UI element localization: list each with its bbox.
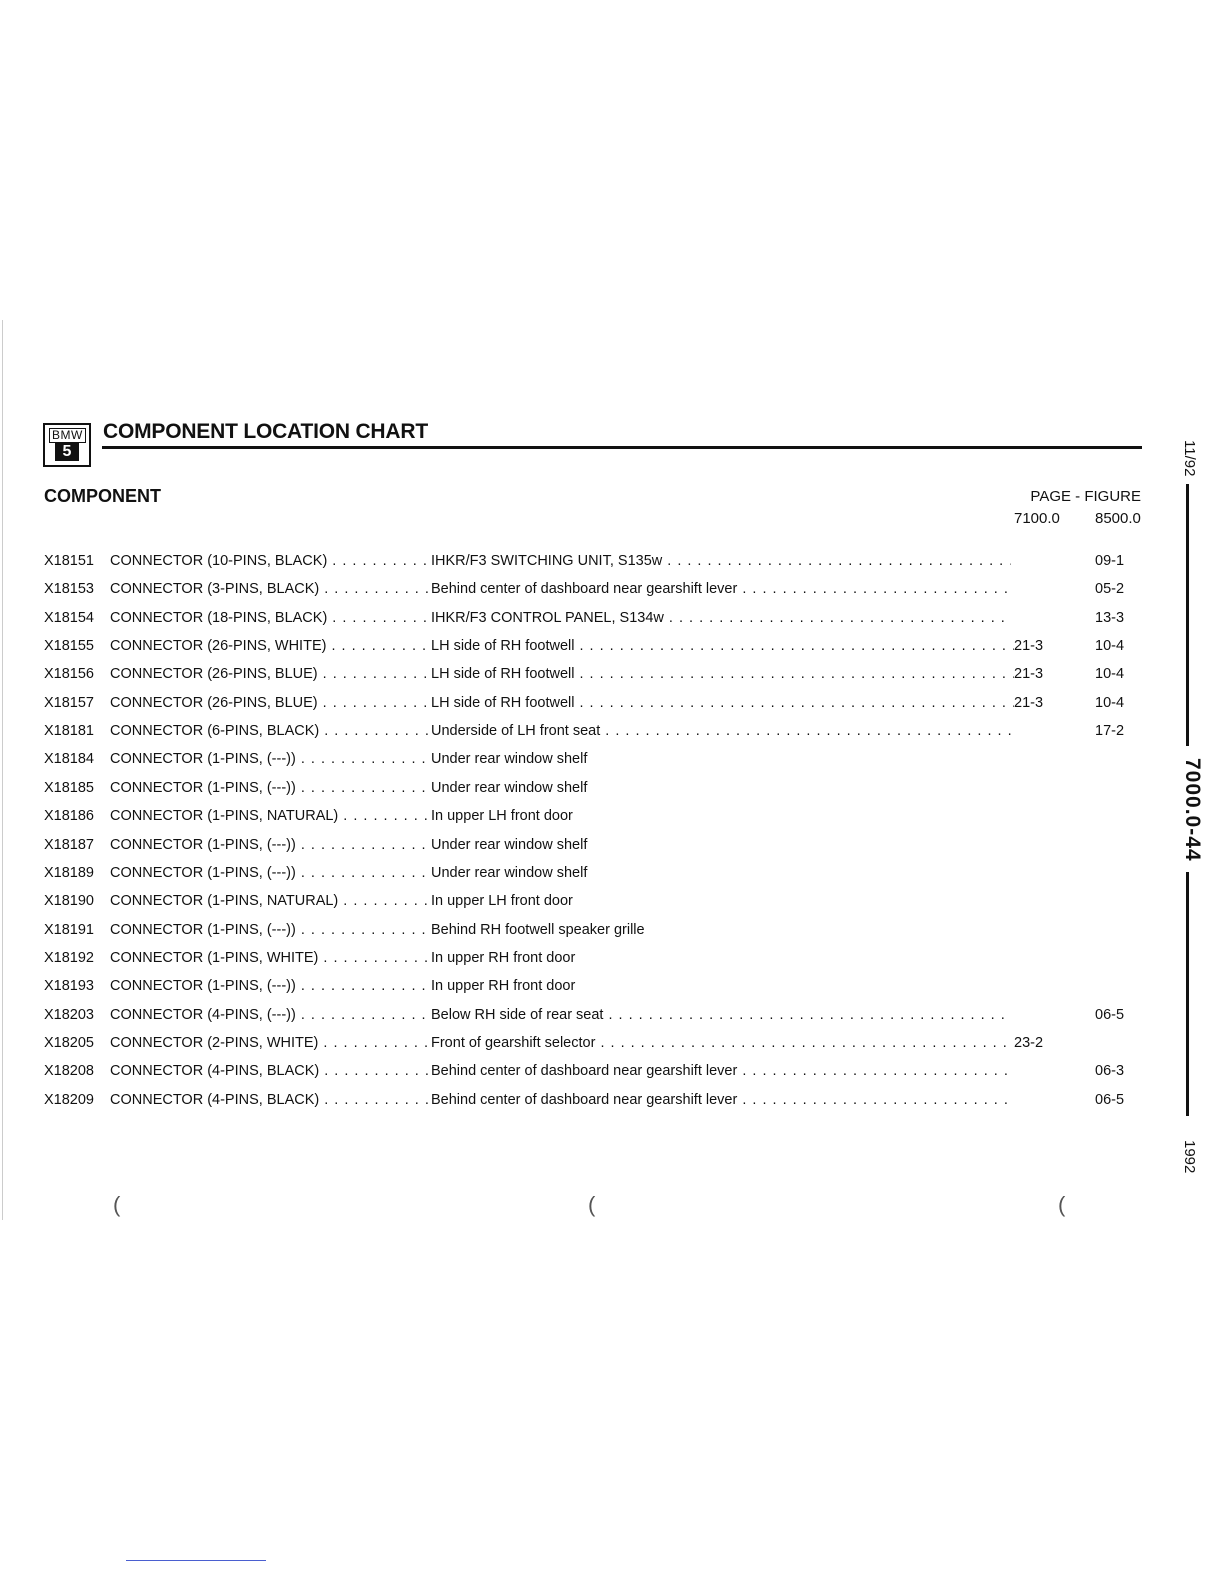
row-figure: 05-2 xyxy=(1095,581,1125,598)
row-location: Under rear window shelf xyxy=(431,864,588,881)
row-id: X18209 xyxy=(44,1091,94,1108)
row-location: Below RH side of rear seat . . . xyxy=(431,1006,1011,1024)
page-ref-header: 7100.0 xyxy=(1014,510,1060,527)
table-row xyxy=(0,637,1224,665)
logo-brand: BMW xyxy=(49,428,86,443)
figure-ref-header: 8500.0 xyxy=(1095,510,1141,527)
row-location: Under rear window shelf xyxy=(431,751,588,768)
row-location: In upper LH front door xyxy=(431,893,573,910)
component-column-header: COMPONENT xyxy=(44,486,161,506)
row-location: In upper LH front door xyxy=(431,808,573,825)
table-row xyxy=(0,836,1224,864)
row-location: LH side of RH footwell . . . xyxy=(431,665,1014,683)
row-component: CONNECTOR (2-PINS, WHITE) . . . xyxy=(110,1034,428,1052)
table-row xyxy=(0,779,1224,807)
punch-mark-left: ( xyxy=(113,1192,121,1217)
side-doc-code: 7000.0-44 xyxy=(1181,758,1204,862)
row-id: X18155 xyxy=(44,638,94,655)
row-location: LH side of RH footwell . . . xyxy=(431,637,1014,655)
table-row xyxy=(0,807,1224,835)
row-id: X18191 xyxy=(44,921,94,938)
row-component: CONNECTOR (1-PINS, (---)) . . . xyxy=(110,977,428,995)
row-component: CONNECTOR (1-PINS, NATURAL) . . . xyxy=(110,892,428,910)
row-id: X18153 xyxy=(44,581,94,598)
row-component: CONNECTOR (6-PINS, BLACK) . . . xyxy=(110,722,428,740)
row-id: X18203 xyxy=(44,1006,94,1023)
side-date: 11/92 xyxy=(1181,440,1198,477)
row-location: Under rear window shelf xyxy=(431,836,588,853)
row-id: X18181 xyxy=(44,723,94,740)
row-figure: 13-3 xyxy=(1095,609,1125,626)
row-component: CONNECTOR (26-PINS, WHITE) . . . xyxy=(110,637,428,655)
row-id: X18190 xyxy=(44,893,94,910)
logo-series: 5 xyxy=(55,443,79,461)
row-location: Underside of LH front seat . . . xyxy=(431,722,1011,740)
row-component: CONNECTOR (4-PINS, BLACK) . . . xyxy=(110,1062,428,1080)
row-component: CONNECTOR (1-PINS, (---)) . . . xyxy=(110,750,428,768)
table-row xyxy=(0,892,1224,920)
row-component: CONNECTOR (1-PINS, NATURAL) . . . xyxy=(110,807,428,825)
row-location: Behind RH footwell speaker grille xyxy=(431,921,645,938)
title-rule xyxy=(102,446,1142,449)
row-location: Behind center of dashboard near gearshift lever . . . xyxy=(431,580,1011,598)
page-figure-header: PAGE - FIGURE xyxy=(1030,488,1141,505)
row-location: IHKR/F3 SWITCHING UNIT, S135w . . . xyxy=(431,552,1011,570)
table-row xyxy=(0,1006,1224,1034)
row-component: CONNECTOR (18-PINS, BLACK) . . . xyxy=(110,609,428,627)
row-id: X18151 xyxy=(44,553,94,569)
row-figure: 06-3 xyxy=(1095,1063,1125,1080)
bmw-5-series-logo xyxy=(43,423,91,467)
row-id: X18193 xyxy=(44,978,94,995)
punch-mark-right: ( xyxy=(1058,1192,1066,1217)
row-figure: 06-5 xyxy=(1095,1091,1125,1108)
row-id: X18189 xyxy=(44,864,94,881)
row-figure: 17-2 xyxy=(1095,723,1125,740)
side-line-upper xyxy=(1186,484,1189,746)
row-component: CONNECTOR (1-PINS, (---)) . . . xyxy=(110,864,428,882)
row-component: CONNECTOR (3-PINS, BLACK) . . . xyxy=(110,580,428,598)
footer-underline xyxy=(126,1560,266,1561)
page-title: COMPONENT LOCATION CHART xyxy=(103,420,428,443)
table-row xyxy=(0,1091,1224,1119)
row-component: CONNECTOR (1-PINS, (---)) . . . xyxy=(110,836,428,854)
table-row xyxy=(0,552,1224,580)
side-year: 1992 xyxy=(1181,1140,1198,1174)
row-id: X18208 xyxy=(44,1063,94,1080)
side-line-lower xyxy=(1186,872,1189,1116)
row-location: In upper RH front door xyxy=(431,978,576,995)
row-component: CONNECTOR (1-PINS, (---)) . . . xyxy=(110,779,428,797)
row-id: X18185 xyxy=(44,779,94,796)
row-location: LH side of RH footwell . . . xyxy=(431,694,1014,712)
table-row xyxy=(0,694,1224,722)
row-component: CONNECTOR (26-PINS, BLUE) . . . xyxy=(110,665,428,683)
row-figure: 10-4 xyxy=(1095,694,1125,711)
row-location: Front of gearshift selector . . . xyxy=(431,1034,1014,1052)
row-location: In upper RH front door xyxy=(431,949,576,966)
table-row xyxy=(0,864,1224,892)
row-location: Behind center of dashboard near gearshift lever . . . xyxy=(431,1091,1011,1109)
row-figure: 06-5 xyxy=(1095,1006,1125,1023)
row-page: 21-3 xyxy=(1014,694,1044,711)
row-component: CONNECTOR (4-PINS, BLACK) . . . xyxy=(110,1091,428,1109)
table-row xyxy=(0,949,1224,977)
table-row xyxy=(0,722,1224,750)
row-component: CONNECTOR (1-PINS, WHITE) . . . xyxy=(110,949,428,967)
table-row xyxy=(0,1062,1224,1090)
row-figure: 10-4 xyxy=(1095,666,1125,683)
row-id: X18184 xyxy=(44,751,94,768)
row-id: X18192 xyxy=(44,949,94,966)
row-location: Behind center of dashboard near gearshift lever . . . xyxy=(431,1062,1011,1080)
row-figure: 09-1 xyxy=(1095,553,1125,569)
table-row xyxy=(0,665,1224,693)
row-component: CONNECTOR (26-PINS, BLUE) . . . xyxy=(110,694,428,712)
row-location: IHKR/F3 CONTROL PANEL, S134w . . . xyxy=(431,609,1011,627)
punch-mark-center: ( xyxy=(588,1192,596,1217)
row-component: CONNECTOR (4-PINS, (---)) . . . xyxy=(110,1006,428,1024)
row-id: X18154 xyxy=(44,609,94,626)
table-row xyxy=(0,977,1224,1005)
row-location: Under rear window shelf xyxy=(431,779,588,796)
table-row xyxy=(0,921,1224,949)
row-id: X18186 xyxy=(44,808,94,825)
row-id: X18187 xyxy=(44,836,94,853)
table-row xyxy=(0,750,1224,778)
table-row xyxy=(0,1034,1224,1062)
row-component: CONNECTOR (1-PINS, (---)) . . . xyxy=(110,921,428,939)
row-page: 21-3 xyxy=(1014,638,1044,655)
table-row xyxy=(0,580,1224,608)
row-id: X18157 xyxy=(44,694,94,711)
row-component: CONNECTOR (10-PINS, BLACK) . . . xyxy=(110,552,428,570)
row-page: 23-2 xyxy=(1014,1034,1044,1051)
side-margin xyxy=(1181,440,1204,1180)
row-page: 21-3 xyxy=(1014,666,1044,683)
row-id: X18156 xyxy=(44,666,94,683)
row-figure: 10-4 xyxy=(1095,638,1125,655)
row-id: X18205 xyxy=(44,1034,94,1051)
table-row xyxy=(0,609,1224,637)
